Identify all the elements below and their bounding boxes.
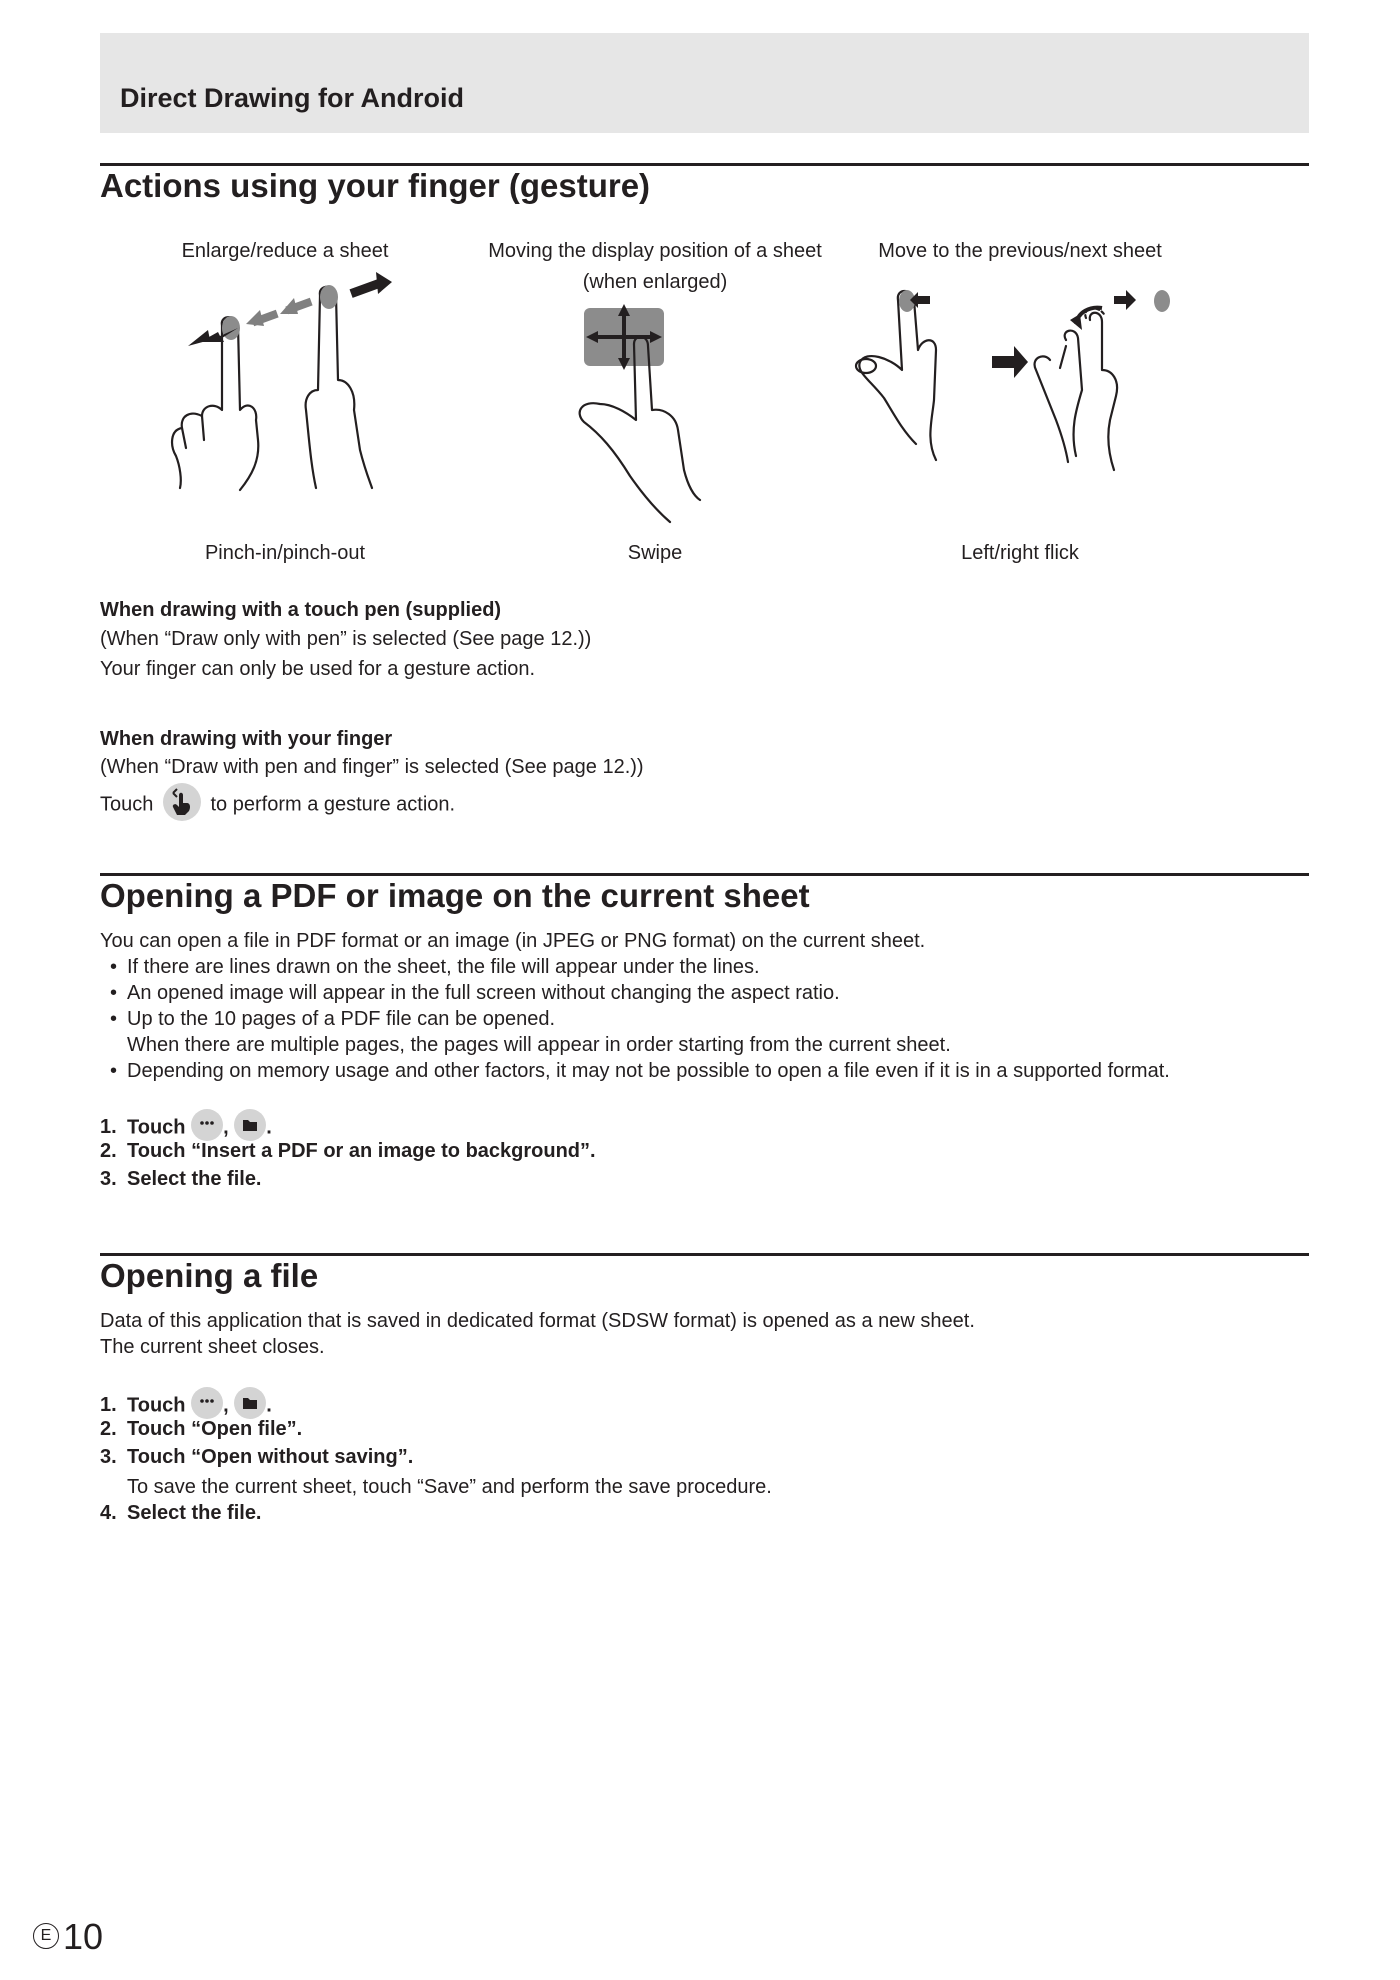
flick-illustration [850,280,1190,480]
pinch-name: Pinch-in/pinch-out [204,542,366,564]
pdf-bullet-cont: When there are multiple pages, the pages will appear in order starting from the current sheet. [127,1034,951,1056]
swipe-name: Swipe [627,542,683,564]
page-number-value: 10 [63,1916,104,1957]
file-step-3: 3. Touch “Open without saving”. [100,1446,414,1468]
flick-caption: Move to the previous/next sheet [878,240,1162,262]
file-step-1: 1. Touch , . [100,1390,272,1422]
file-intro-1: Data of this application that is saved in dedicated format (SDSW format) is opened as a new sheet. [100,1310,975,1332]
pdf-bullet: • If there are lines drawn on the sheet, the file will appear under the lines. [109,956,760,978]
gesture-mode-icon [163,783,201,821]
page-header [100,33,1309,133]
pdf-bullet: • Up to the 10 pages of a PDF file can be opened. [109,1008,556,1030]
pen-line1: (When “Draw only with pen” is selected (See page 12.)) [100,628,592,650]
file-section [100,1253,1309,1296]
pdf-section [100,873,1309,916]
header-title: Direct Drawing for Android [120,83,465,113]
finger-touch-suffix: to perform a gesture action. [210,793,456,816]
file-step-2: 2. Touch “Open file”. [100,1418,303,1440]
pdf-intro: You can open a file in PDF format or an image (in JPEG or PNG format) on the current sheet. [100,930,926,952]
swipe-illustration [560,300,760,525]
pinch-illustration [160,270,420,495]
finger-touch-line [100,786,455,824]
pdf-step-1: 1. Touch , . [100,1112,272,1144]
swipe-caption: Moving the display position of a sheet [488,240,822,262]
pdf-bullet: • An opened image will appear in the full screen without changing the aspect ratio. [109,982,840,1004]
gesture-heading: Actions using your finger (gesture) [100,167,651,204]
file-step-4: 4. Select the file. [100,1502,262,1524]
pdf-bullet: • Depending on memory usage and other factors, it may not be possible to open a file even if it is in a supported format. [109,1060,1170,1082]
more-icon[interactable] [191,1109,223,1141]
page-number [33,1916,103,1958]
folder-icon[interactable] [234,1387,266,1419]
file-step-3-note: To save the current sheet, touch “Save” and perform the save procedure. [127,1476,772,1498]
pinch-caption: Enlarge/reduce a sheet [181,240,389,262]
pdf-heading: Opening a PDF or image on the current sheet [100,877,810,914]
more-icon[interactable] [191,1387,223,1419]
flick-name: Left/right flick [961,542,1079,564]
folder-icon[interactable] [234,1109,266,1141]
pen-title: When drawing with a touch pen (supplied) [100,599,502,621]
region-badge: E [33,1923,59,1949]
gesture-section [100,163,1309,206]
pdf-step-3: 3. Select the file. [100,1168,262,1190]
pdf-step-2: 2. Touch “Insert a PDF or an image to background”. [100,1140,596,1162]
finger-title: When drawing with your finger [100,728,393,750]
swipe-caption-2: (when enlarged) [582,271,728,293]
pen-line2: Your finger can only be used for a gesture action. [100,658,536,680]
file-intro-2: The current sheet closes. [100,1336,325,1358]
file-heading: Opening a file [100,1257,319,1294]
finger-touch-prefix: Touch [100,793,154,816]
finger-line1: (When “Draw with pen and finger” is selected (See page 12.)) [100,756,644,778]
